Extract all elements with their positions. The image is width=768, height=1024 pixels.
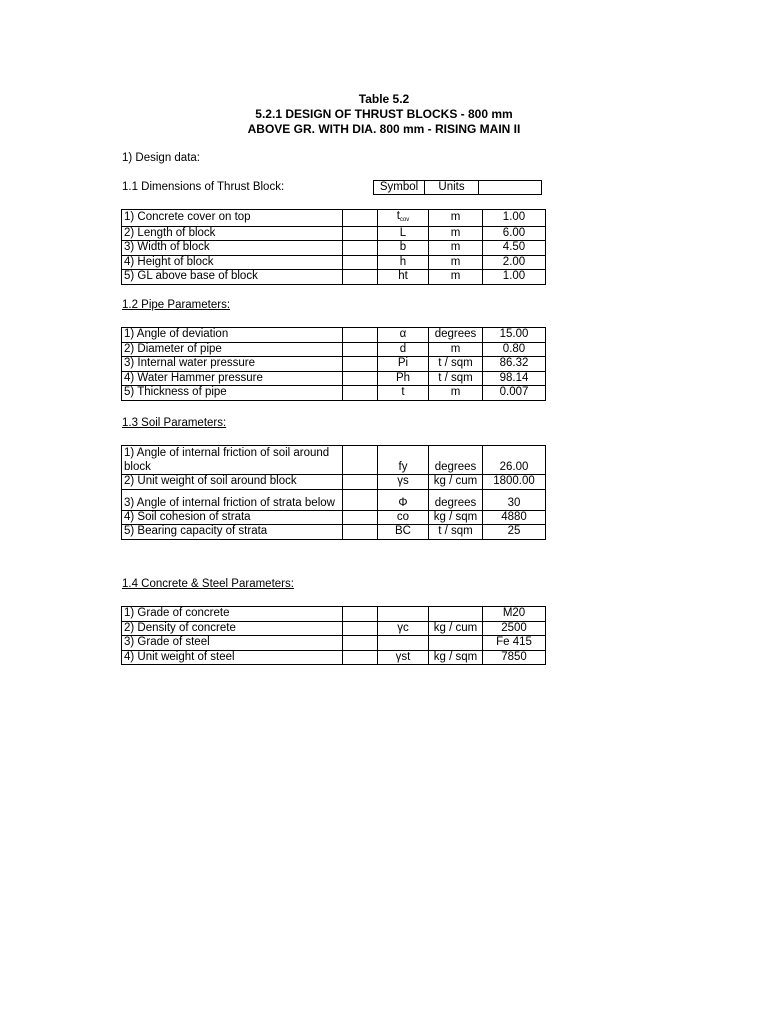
row-value: 1800.00 (483, 475, 546, 490)
row-label: 1) Concrete cover on top (122, 210, 343, 227)
pipe-table (121, 327, 546, 401)
row-unit: t / sqm (429, 357, 483, 372)
blank-cell (343, 226, 378, 241)
row-label: 4) Water Hammer pressure (122, 371, 343, 386)
row-unit: kg / sqm (429, 650, 483, 665)
row-label: 2) Diameter of pipe (122, 342, 343, 357)
blank-cell (343, 371, 378, 386)
table-row (122, 210, 546, 227)
row-value: Fe 415 (483, 636, 546, 651)
row-symbol: Φ (378, 489, 429, 510)
table-title-line1: 5.2.1 DESIGN OF THRUST BLOCKS - 800 mm (255, 107, 513, 121)
blank-cell (343, 386, 378, 401)
row-value: M20 (483, 607, 546, 622)
row-unit: kg / sqm (429, 510, 483, 525)
concrete-heading: 1.4 Concrete & Steel Parameters: (122, 578, 294, 590)
table-title-line2: ABOVE GR. WITH DIA. 800 mm - RISING MAIN II (247, 122, 521, 136)
table-row (122, 621, 546, 636)
row-unit: m (429, 226, 483, 241)
soil-heading: 1.3 Soil Parameters: (122, 417, 227, 429)
blank-cell (343, 636, 378, 651)
table-row (122, 371, 546, 386)
row-symbol: h (378, 255, 429, 270)
units-column-header: Units (425, 181, 479, 195)
blank-cell (343, 525, 378, 540)
row-value: 6.00 (483, 226, 546, 241)
row-value: 25 (483, 525, 546, 540)
row-label: 5) Bearing capacity of strata (122, 525, 343, 540)
dimensions-header-table (373, 180, 542, 195)
table-row (122, 475, 546, 490)
table-row (122, 525, 546, 540)
pipe-heading: 1.2 Pipe Parameters: (122, 299, 231, 311)
row-symbol (378, 607, 429, 622)
row-label: 2) Density of concrete (122, 621, 343, 636)
row-value: 1.00 (483, 210, 546, 227)
row-value: 0.007 (483, 386, 546, 401)
row-value: 4.50 (483, 241, 546, 256)
row-symbol: Ph (378, 371, 429, 386)
row-label: 2) Length of block (122, 226, 343, 241)
row-unit: kg / cum (429, 475, 483, 490)
row-value: 2500 (483, 621, 546, 636)
row-label: 5) Thickness of pipe (122, 386, 343, 401)
row-value: 2.00 (483, 255, 546, 270)
row-symbol (378, 210, 429, 227)
row-label: 3) Angle of internal friction of strata below (122, 489, 343, 510)
table-row (122, 489, 546, 510)
row-unit: degrees (429, 328, 483, 343)
row-label: 3) Grade of steel (122, 636, 343, 651)
blank-cell (343, 342, 378, 357)
row-unit: m (429, 270, 483, 285)
blank-cell (343, 607, 378, 622)
table-row (122, 510, 546, 525)
row-symbol: t (378, 386, 429, 401)
row-unit: m (429, 255, 483, 270)
table-row (122, 607, 546, 622)
row-symbol (378, 636, 429, 651)
row-label: 4) Soil cohesion of strata (122, 510, 343, 525)
soil-table (121, 445, 546, 540)
symbol-subscript: cov (399, 217, 410, 223)
row-symbol: fy (378, 446, 429, 475)
row-unit: t / sqm (429, 525, 483, 540)
row-symbol: γs (378, 475, 429, 490)
row-label: 4) Unit weight of steel (122, 650, 343, 665)
row-symbol: BC (378, 525, 429, 540)
value-column-header (479, 181, 542, 195)
row-symbol: d (378, 342, 429, 357)
symbol-main: t (396, 210, 400, 222)
row-unit: m (429, 386, 483, 401)
row-label: 2) Unit weight of soil around block (122, 475, 343, 490)
row-unit: t / sqm (429, 371, 483, 386)
row-label: 3) Internal water pressure (122, 357, 343, 372)
row-value: 26.00 (483, 446, 546, 475)
table-row (122, 226, 546, 241)
table-row (122, 342, 546, 357)
row-unit: m (429, 342, 483, 357)
row-value: 4880 (483, 510, 546, 525)
blank-cell (343, 475, 378, 490)
row-label: 1) Angle of deviation (122, 328, 343, 343)
table-number: Table 5.2 (358, 92, 410, 106)
blank-cell (343, 270, 378, 285)
row-unit: m (429, 241, 483, 256)
dimensions-heading: 1.1 Dimensions of Thrust Block: (122, 181, 285, 193)
row-symbol: α (378, 328, 429, 343)
row-value: 1.00 (483, 270, 546, 285)
blank-cell (343, 621, 378, 636)
concrete-table (121, 606, 546, 665)
table-row (122, 241, 546, 256)
dimensions-table (121, 209, 546, 285)
row-unit: degrees (429, 446, 483, 475)
table-row (122, 636, 546, 651)
design-data-heading: 1) Design data: (122, 152, 200, 164)
blank-cell (343, 357, 378, 372)
row-unit (429, 607, 483, 622)
symbol-column-header: Symbol (374, 181, 425, 195)
table-row (122, 446, 546, 475)
blank-cell (343, 328, 378, 343)
blank-cell (343, 446, 378, 475)
blank-cell (343, 241, 378, 256)
row-value: 30 (483, 489, 546, 510)
row-label: 4) Height of block (122, 255, 343, 270)
blank-cell (343, 210, 378, 227)
row-value: 7850 (483, 650, 546, 665)
row-label: 5) GL above base of block (122, 270, 343, 285)
table-row (122, 386, 546, 401)
row-unit: kg / cum (429, 621, 483, 636)
row-value: 86.32 (483, 357, 546, 372)
row-symbol: γc (378, 621, 429, 636)
row-value: 98.14 (483, 371, 546, 386)
row-label: 3) Width of block (122, 241, 343, 256)
blank-cell (343, 489, 378, 510)
row-symbol: co (378, 510, 429, 525)
row-unit (429, 636, 483, 651)
row-symbol: Pi (378, 357, 429, 372)
row-symbol: ht (378, 270, 429, 285)
table-row (122, 270, 546, 285)
row-label: 1) Angle of internal friction of soil around block (122, 446, 343, 475)
row-unit: m (429, 210, 483, 227)
row-label: 1) Grade of concrete (122, 607, 343, 622)
table-row (122, 255, 546, 270)
blank-cell (343, 510, 378, 525)
blank-cell (343, 255, 378, 270)
table-row (122, 357, 546, 372)
table-row (122, 650, 546, 665)
row-value: 0.80 (483, 342, 546, 357)
row-symbol: b (378, 241, 429, 256)
row-unit: degrees (429, 489, 483, 510)
row-value: 15.00 (483, 328, 546, 343)
row-symbol: L (378, 226, 429, 241)
row-symbol: γst (378, 650, 429, 665)
blank-cell (343, 650, 378, 665)
table-row (122, 328, 546, 343)
